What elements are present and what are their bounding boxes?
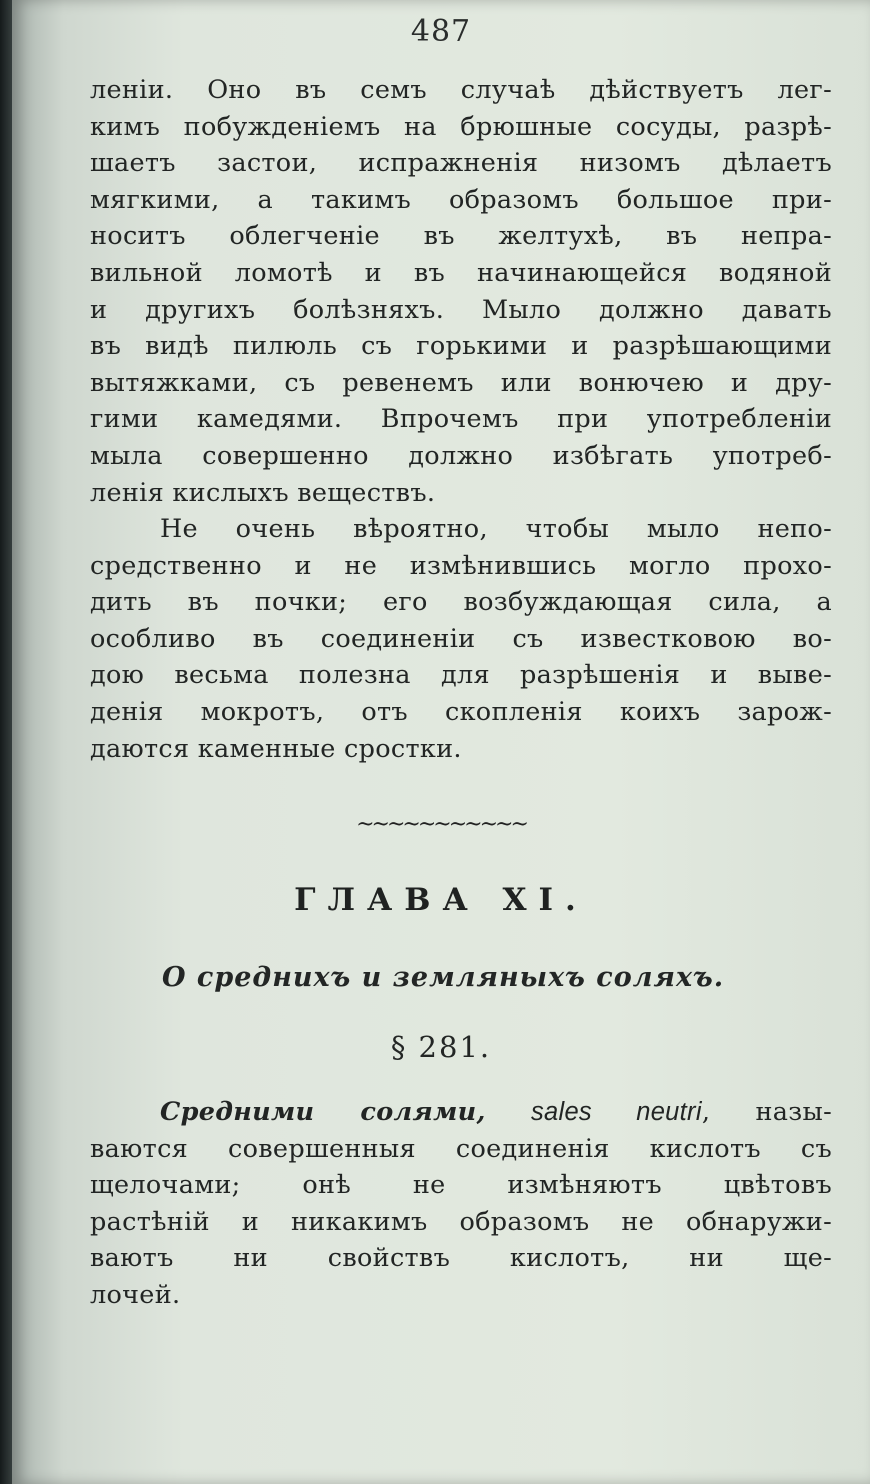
- text-line: мыла совершенно должно избѣгать употреб-: [90, 440, 832, 471]
- section-number: § 281.: [390, 1030, 492, 1064]
- text-line: Не очень вѣроятно, чтобы мыло непо-: [160, 514, 832, 544]
- chapter-subtitle: О среднихъ и земляныхъ соляхъ.: [162, 962, 725, 993]
- chapter-title: ГЛАВА XI.: [294, 882, 588, 918]
- text-line: денія мокротъ, отъ скопленія коихъ зарож-: [90, 696, 832, 727]
- text-line: дить въ почки; его возбуждающая сила, а: [90, 587, 832, 618]
- text-line: средственно и не измѣнившись могло прохо-: [90, 550, 832, 581]
- text-line: въ видѣ пилюль съ горькими и разрѣшающими: [90, 331, 832, 362]
- text-line: леніи. Оно въ семъ случаѣ дѣйствуетъ лег-: [90, 75, 832, 105]
- paragraph-2: [90, 511, 832, 767]
- text-line: ваютъ ни свойствъ кислотъ, ни ще-: [90, 1243, 832, 1274]
- text-line: щелочами; онѣ не измѣняютъ цвѣтовъ: [90, 1170, 832, 1201]
- text-line: носитъ облегченіе въ желтухѣ, въ непра-: [90, 221, 832, 252]
- lead-italic-term: Средними солями,: [160, 1097, 486, 1127]
- text-line: ленія кислыхъ веществъ.: [90, 477, 436, 508]
- text-line: гими камедями. Впрочемъ при употребленіи: [90, 404, 832, 435]
- text-line-lead: [90, 1094, 832, 1131]
- paragraph-3: [90, 1094, 832, 1314]
- text-line: лочей.: [90, 1279, 181, 1310]
- page-number: 487: [410, 14, 472, 49]
- text-line: особливо въ соединеніи съ известковою во-: [90, 623, 832, 654]
- lead-rest: , назы-: [701, 1097, 832, 1127]
- text-line: даются каменные сростки.: [90, 733, 462, 764]
- text-line: растѣній и никакимъ образомъ не обнаружи-: [90, 1206, 832, 1237]
- text-line: кимъ побужденіемъ на брюшные сосуды, разрѣ-: [90, 111, 832, 142]
- text-line: вытяжками, съ ревенемъ или вонючею и дру-: [90, 367, 832, 398]
- text-line: ваются совершенныя соединенія кислотъ съ: [90, 1133, 832, 1164]
- text-line: и другихъ болѣзняхъ. Мыло должно давать: [90, 294, 832, 325]
- text-line: мягкими, а такимъ образомъ большое при-: [90, 184, 832, 215]
- text-line: вильной ломотѣ и въ начинающейся водяной: [90, 257, 832, 288]
- book-page: [12, 0, 870, 1484]
- decorative-wave-divider: ~~~~~~~~~~~: [356, 812, 526, 837]
- text-line: дою весьма полезна для разрѣшенія и выве-: [90, 660, 832, 691]
- paragraph-1: [90, 72, 832, 511]
- latin-term: sales neutri: [530, 1098, 702, 1126]
- text-line: шаетъ застои, испражненія низомъ дѣлаетъ: [90, 148, 832, 179]
